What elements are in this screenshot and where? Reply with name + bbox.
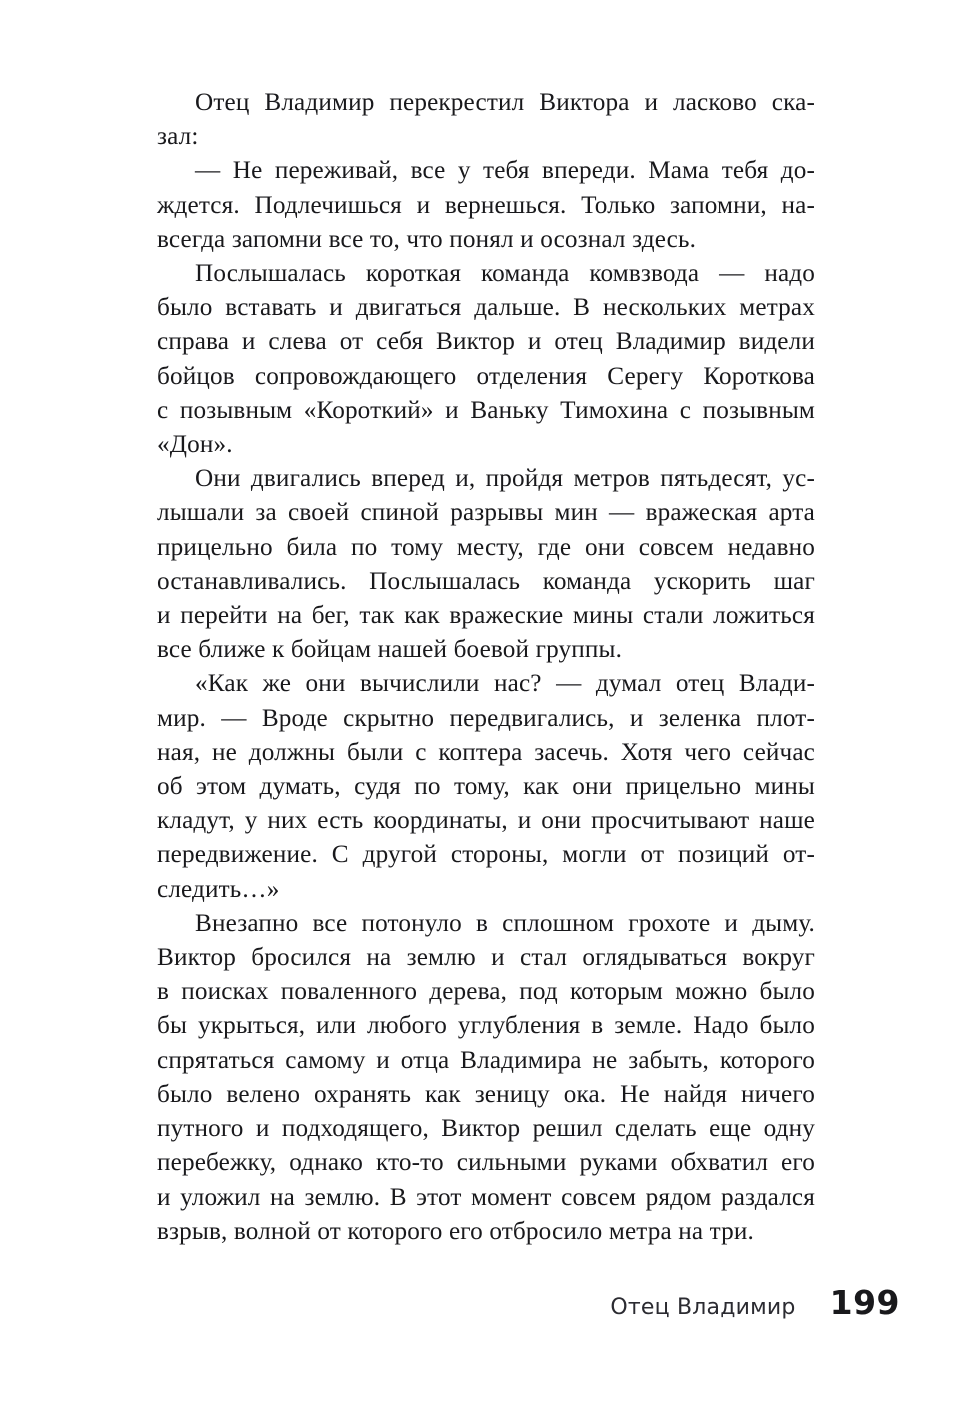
text-line: спрятаться самому и отца Владимира не забыть, которого: [157, 1046, 815, 1074]
text-line: «Как же они вычислили нас? — думал отец Влади-: [195, 670, 815, 698]
text-line: следить…»: [157, 875, 280, 903]
text-line: ная, не должны были с коптера засечь. Хотя чего сейчас: [157, 738, 815, 766]
text-line: всегда запомни все то, что понял и осознал здесь.: [157, 225, 697, 253]
text-line: было велено охранять как зеницу ока. Не найдя ничего: [157, 1080, 815, 1108]
text-line: Они двигались вперед и, пройдя метров пятьдесят, ус-: [195, 465, 815, 493]
text-line: перебежку, однако кто-то сильными руками обхватил его: [157, 1149, 815, 1177]
page-number: 199: [829, 1283, 900, 1322]
paragraph: [157, 462, 815, 667]
text-line: останавливались. Послышалась команда ускорить шаг: [157, 567, 815, 595]
text-line: бойцов сопровождающего отделения Серегу Короткова: [157, 362, 815, 390]
text-line: Послышалась короткая команда комвзвода — надо: [195, 260, 815, 288]
paragraph: [157, 907, 815, 1249]
page-footer: [157, 1283, 900, 1322]
text-line: было вставать и двигаться дальше. В нескольких метрах: [157, 294, 815, 322]
text-line: — Не переживай, все у тебя впереди. Мама тебя до-: [195, 157, 815, 185]
text-line: прицельно била по тому месту, где они совсем недавно: [157, 533, 815, 561]
text-line: об этом думать, судя по тому, как они прицельно мины: [157, 773, 815, 801]
text-line: с позывным «Короткий» и Ваньку Тимохина с позывным: [157, 396, 815, 424]
text-line: лышали за своей спиной разрывы мин — вражеская арта: [157, 499, 815, 527]
text-line: зал:: [157, 123, 199, 151]
text-line: «Дон».: [157, 431, 233, 459]
text-line: взрыв, волной от которого его отбросило метра на три.: [157, 1217, 754, 1245]
text-line: Отец Владимир перекрестил Виктора и ласково ска-: [195, 89, 815, 116]
text-line: бы укрыться, или любого углубления в земле. Надо было: [157, 1012, 815, 1040]
text-line: Внезапно все потонуло в сплошном грохоте и дыму.: [195, 909, 815, 937]
text-line: передвижение. С другой стороны, могли от позиций от-: [157, 841, 815, 869]
text-line: в поисках поваленного дерева, под которым можно было: [157, 978, 815, 1006]
text-line: и перейти на бег, так как вражеские мины стали ложиться: [157, 602, 815, 630]
text-line: путного и подходящего, Виктор решил сделать еще одну: [157, 1115, 815, 1143]
paragraph: [157, 154, 815, 257]
text-line: ждется. Подлечишься и вернешься. Только запомни, на-: [157, 191, 815, 219]
body-text-column: [157, 86, 815, 1249]
text-line: мир. — Вроде скрытно передвигались, и зеленка плот-: [157, 704, 815, 732]
text-line: кладут, у них есть координаты, и они просчитывают наше: [157, 807, 815, 835]
text-line: и уложил на землю. В этот момент совсем рядом раздался: [157, 1183, 815, 1211]
paragraph: [157, 257, 815, 462]
text-line: все ближе к бойцам нашей боевой группы.: [157, 636, 623, 664]
paragraph: [157, 667, 815, 906]
paragraph: [157, 86, 815, 154]
text-line: Виктор бросился на землю и стал оглядываться вокруг: [157, 944, 815, 972]
running-title: Отец Владимир: [610, 1295, 796, 1320]
text-line: справа и слева от себя Виктор и отец Владимир видели: [157, 328, 815, 356]
